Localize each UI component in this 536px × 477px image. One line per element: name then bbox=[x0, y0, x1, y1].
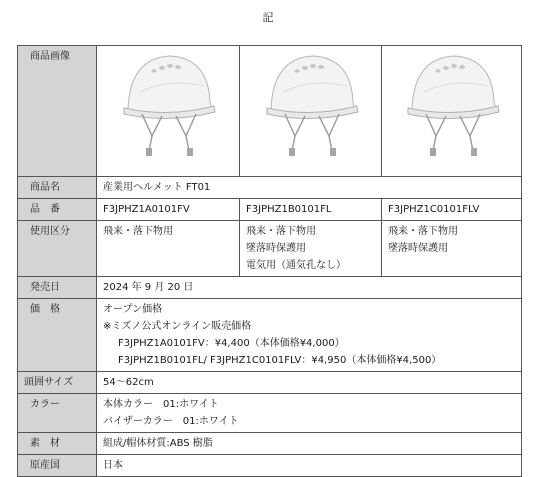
size-row bbox=[18, 372, 522, 394]
release-row bbox=[18, 277, 522, 299]
price-label: 価 格 bbox=[18, 299, 97, 372]
helmet-image-b bbox=[261, 52, 361, 164]
usage-cell-c bbox=[382, 221, 522, 277]
material-value: 組成/帽体材質:ABS 樹脂 bbox=[97, 433, 522, 455]
color-line: 本体カラー 01:ホワイト bbox=[103, 399, 219, 410]
usage-label: 使用区分 bbox=[18, 221, 97, 277]
document-heading: 記 bbox=[262, 11, 274, 24]
usage-a-line: 飛来・落下物用 bbox=[103, 226, 173, 237]
number-label: 品 番 bbox=[18, 199, 97, 221]
material-label: 素 材 bbox=[18, 433, 97, 455]
name-row bbox=[18, 177, 522, 199]
usage-b-line: 飛来・落下物用 bbox=[246, 226, 316, 237]
price-cell bbox=[97, 299, 522, 372]
product-image-cell-a bbox=[97, 46, 240, 177]
color-row bbox=[18, 394, 522, 433]
price-line: F3JPHZ1A0101FV：¥4,400（本体価格¥4,000） bbox=[118, 338, 345, 349]
number-value-b: F3JPHZ1B0101FL bbox=[240, 199, 382, 221]
number-value-a: F3JPHZ1A0101FV bbox=[97, 199, 240, 221]
size-label: 頭囲サイズ bbox=[18, 372, 97, 394]
price-line: F3JPHZ1B0101FL/ F3JPHZ1C0101FLV：¥4,950（本体価格¥4,500） bbox=[118, 355, 442, 366]
usage-cell-a bbox=[97, 221, 240, 277]
number-value-c: F3JPHZ1C0101FLV bbox=[382, 199, 522, 221]
price-row bbox=[18, 299, 522, 372]
usage-c-line: 飛来・落下物用 bbox=[388, 226, 458, 237]
release-value: 2024 年 9 月 20 日 bbox=[97, 277, 522, 299]
origin-label: 原産国 bbox=[18, 455, 97, 477]
usage-b-line: 電気用（通気孔なし） bbox=[246, 260, 346, 271]
name-label: 商品名 bbox=[18, 177, 97, 199]
price-line: オープン価格 bbox=[103, 304, 163, 315]
color-line: バイザーカラー 01:ホワイト bbox=[103, 416, 239, 427]
image-row bbox=[18, 46, 522, 177]
origin-row bbox=[18, 455, 522, 477]
usage-row bbox=[18, 221, 522, 277]
color-label: カラー bbox=[18, 394, 97, 433]
color-cell bbox=[97, 394, 522, 433]
product-image-cell-c bbox=[382, 46, 522, 177]
number-row bbox=[18, 199, 522, 221]
usage-c-line: 墜落時保護用 bbox=[388, 243, 448, 254]
origin-value: 日本 bbox=[97, 455, 522, 477]
material-row bbox=[18, 433, 522, 455]
product-image-cell-b bbox=[240, 46, 382, 177]
size-value: 54～62cm bbox=[97, 372, 522, 394]
usage-b-line: 墜落時保護用 bbox=[246, 243, 306, 254]
usage-cell-b bbox=[240, 221, 382, 277]
helmet-image-c bbox=[402, 52, 502, 164]
helmet-image-a bbox=[118, 52, 218, 164]
name-value: 産業用ヘルメット FT01 bbox=[97, 177, 522, 199]
product-spec-table bbox=[17, 45, 522, 477]
release-label: 発売日 bbox=[18, 277, 97, 299]
image-label: 商品画像 bbox=[18, 46, 97, 177]
price-line: ※ミズノ公式オンライン販売価格 bbox=[103, 321, 252, 332]
